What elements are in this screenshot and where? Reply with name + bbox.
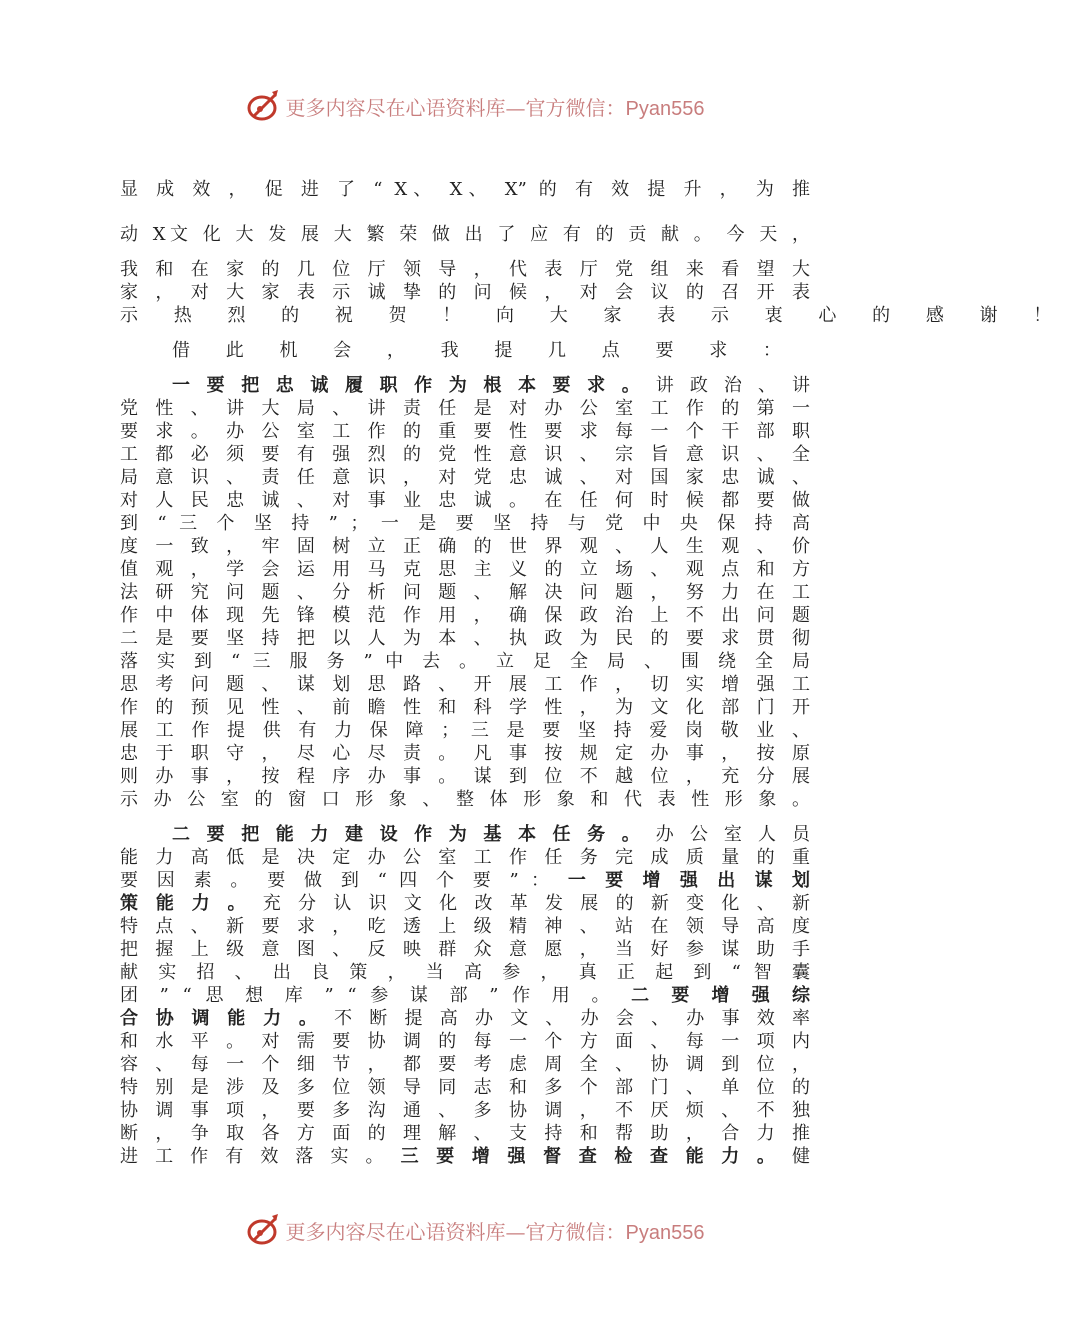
text-line: 家 ， 对 大 家 表 示 诚 挚 的 问 候 ， 对 会 议 的 召 开 表: [120, 282, 810, 303]
text-line: 展 工 作 提 供 有 力 保 障 ； 三 是 要 坚 持 爱 岗 敬 业 、: [120, 720, 810, 741]
pen-logo-icon: [246, 88, 282, 124]
text-line: 则 办 事 ， 按 程 序 办 事 。 谋 到 位 不 越 位 ， 充 分 展: [120, 766, 810, 787]
text-line: 容 、 每 一 个 细 节 ， 都 要 考 虑 周 全 、 协 调 到 位 ，: [120, 1054, 810, 1075]
text-line: 团 ” “ 思 想 库 ” “ 参 谋 部 ” 作 用 。 二 要 增 强 综: [120, 985, 810, 1006]
text-line: 我 和 在 家 的 几 位 厅 领 导 ， 代 表 厅 党 组 来 看 望 大: [120, 259, 810, 280]
text-line: 到 “ 三 个 坚 持 ” ； 一 是 要 坚 持 与 党 中 央 保 持 高: [120, 513, 810, 534]
pen-logo-icon: [246, 1212, 282, 1248]
text-line: 显 成 效 ， 促 进 了 “ X、 X、 X” 的 有 效 提 升 ， 为 推: [120, 179, 810, 200]
text-line: 示 热 烈 的 祝 贺 ！ 向 大 家 表 示 衷 心 的 感 谢 ！: [120, 305, 1066, 326]
section-heading: 二 要 把 能 力 建 设 作 为 基 本 任 务 。: [172, 824, 645, 845]
text-line: 二 是 要 坚 持 把 以 人 为 本 、 执 政 为 民 的 要 求 贯 彻: [120, 628, 810, 649]
text-line: 献 实 招 、 出 良 策 ， 当 高 参 ， 真 正 起 到 “ 智 囊: [120, 962, 810, 983]
paragraph-intro: 借 此 机 会 ， 我 提 几 点 要 求 ：: [172, 340, 796, 361]
text-line: 动 X文 化 大 发 展 大 繁 荣 做 出 了 应 有 的 贡 献 。 今 天 ，: [120, 224, 810, 245]
text-line: 能 力 高 低 是 决 定 办 公 室 工 作 任 务 完 成 质 量 的 重: [120, 847, 810, 868]
section-1-heading-line: 一 要 把 忠 诚 履 职 作 为 根 本 要 求 。 讲 政 治 、 讲: [172, 375, 810, 396]
text-line: 法 研 究 问 题 、 分 析 问 题 、 解 决 问 题 ， 努 力 在 工: [120, 582, 810, 603]
text-line: 协 调 事 项 ， 要 多 沟 通 、 多 协 调 ， 不 厌 烦 、 不 独: [120, 1100, 810, 1121]
watermark-banner-top: [0, 86, 950, 126]
text-line: 度 一 致 ， 牢 固 树 立 正 确 的 世 界 观 、 人 生 观 、 价: [120, 536, 810, 557]
text-line: 策 能 力 。 充 分 认 识 文 化 改 革 发 展 的 新 变 化 、 新: [120, 893, 810, 914]
text-line: 要 求 。 办 公 室 工 作 的 重 要 性 要 求 每 一 个 干 部 职: [120, 421, 810, 442]
text-line: 落 实 到 “ 三 服 务 ” 中 去 。 立 足 全 局 、 围 绕 全 局: [120, 651, 810, 672]
text-line: 作 中 体 现 先 锋 模 范 作 用 ， 确 保 政 治 上 不 出 问 题: [120, 605, 810, 626]
text-line: 合 协 调 能 力 。 不 断 提 高 办 文 、 办 会 、 办 事 效 率: [120, 1008, 810, 1029]
section-2-heading-line: 二 要 把 能 力 建 设 作 为 基 本 任 务 。 办 公 室 人 员: [172, 824, 810, 845]
text-line: 把 握 上 级 意 图 、 反 映 群 众 意 愿 ， 当 好 参 谋 助 手: [120, 939, 810, 960]
watermark-text: 更多内容尽在心语资料库—官方微信：Pyan556: [285, 1219, 705, 1244]
text-line: 忠 于 职 守 ， 尽 心 尽 责 。 凡 事 按 规 定 办 事 ， 按 原: [120, 743, 810, 764]
text-line: 工 都 必 须 要 有 强 烈 的 党 性 意 识 、 宗 旨 意 识 、 全: [120, 444, 810, 465]
text-line: 和 水 平 。 对 需 要 协 调 的 每 一 个 方 面 、 每 一 项 内: [120, 1031, 810, 1052]
section-heading: 一 要 把 忠 诚 履 职 作 为 根 本 要 求 。: [172, 375, 645, 396]
watermark-text: 更多内容尽在心语资料库—官方微信：Pyan556: [285, 95, 705, 120]
text-line: 作 的 预 见 性 、 前 瞻 性 和 科 学 性 ， 为 文 化 部 门 开: [120, 697, 810, 718]
text-line: 党 性 、 讲 大 局 、 讲 责 任 是 对 办 公 室 工 作 的 第 一: [120, 398, 810, 419]
text-line: 断 ， 争 取 各 方 面 的 理 解 、 支 持 和 帮 助 ， 合 力 推: [120, 1123, 810, 1144]
text-line: 对 人 民 忠 诚 、 对 事 业 忠 诚 。 在 任 何 时 候 都 要 做: [120, 490, 810, 511]
watermark-banner-bottom: [0, 1210, 950, 1250]
text-line: 特 别 是 涉 及 多 位 领 导 同 志 和 多 个 部 门 、 单 位 的: [120, 1077, 810, 1098]
text-line: 值 观 ， 学 会 运 用 马 克 思 主 义 的 立 场 、 观 点 和 方: [120, 559, 810, 580]
text-line: 思 考 问 题 、 谋 划 思 路 、 开 展 工 作 ， 切 实 增 强 工: [120, 674, 810, 695]
document-body: [120, 178, 1066, 1168]
text-line: 示 办 公 室 的 窗 口 形 象 、 整 体 形 象 和 代 表 性 形 象 。: [120, 789, 810, 810]
text-line: 要 因 素 。 要 做 到 “ 四 个 要 ” ： 一 要 增 强 出 谋 划: [120, 870, 810, 891]
text-line: 局 意 识 、 责 任 意 识 ， 对 党 忠 诚 、 对 国 家 忠 诚 、: [120, 467, 810, 488]
text-line: 进 工 作 有 效 落 实 。 三 要 增 强 督 查 检 查 能 力 。 健: [120, 1146, 810, 1167]
text-line: 特 点 、 新 要 求 ， 吃 透 上 级 精 神 、 站 在 领 导 高 度: [120, 916, 810, 937]
